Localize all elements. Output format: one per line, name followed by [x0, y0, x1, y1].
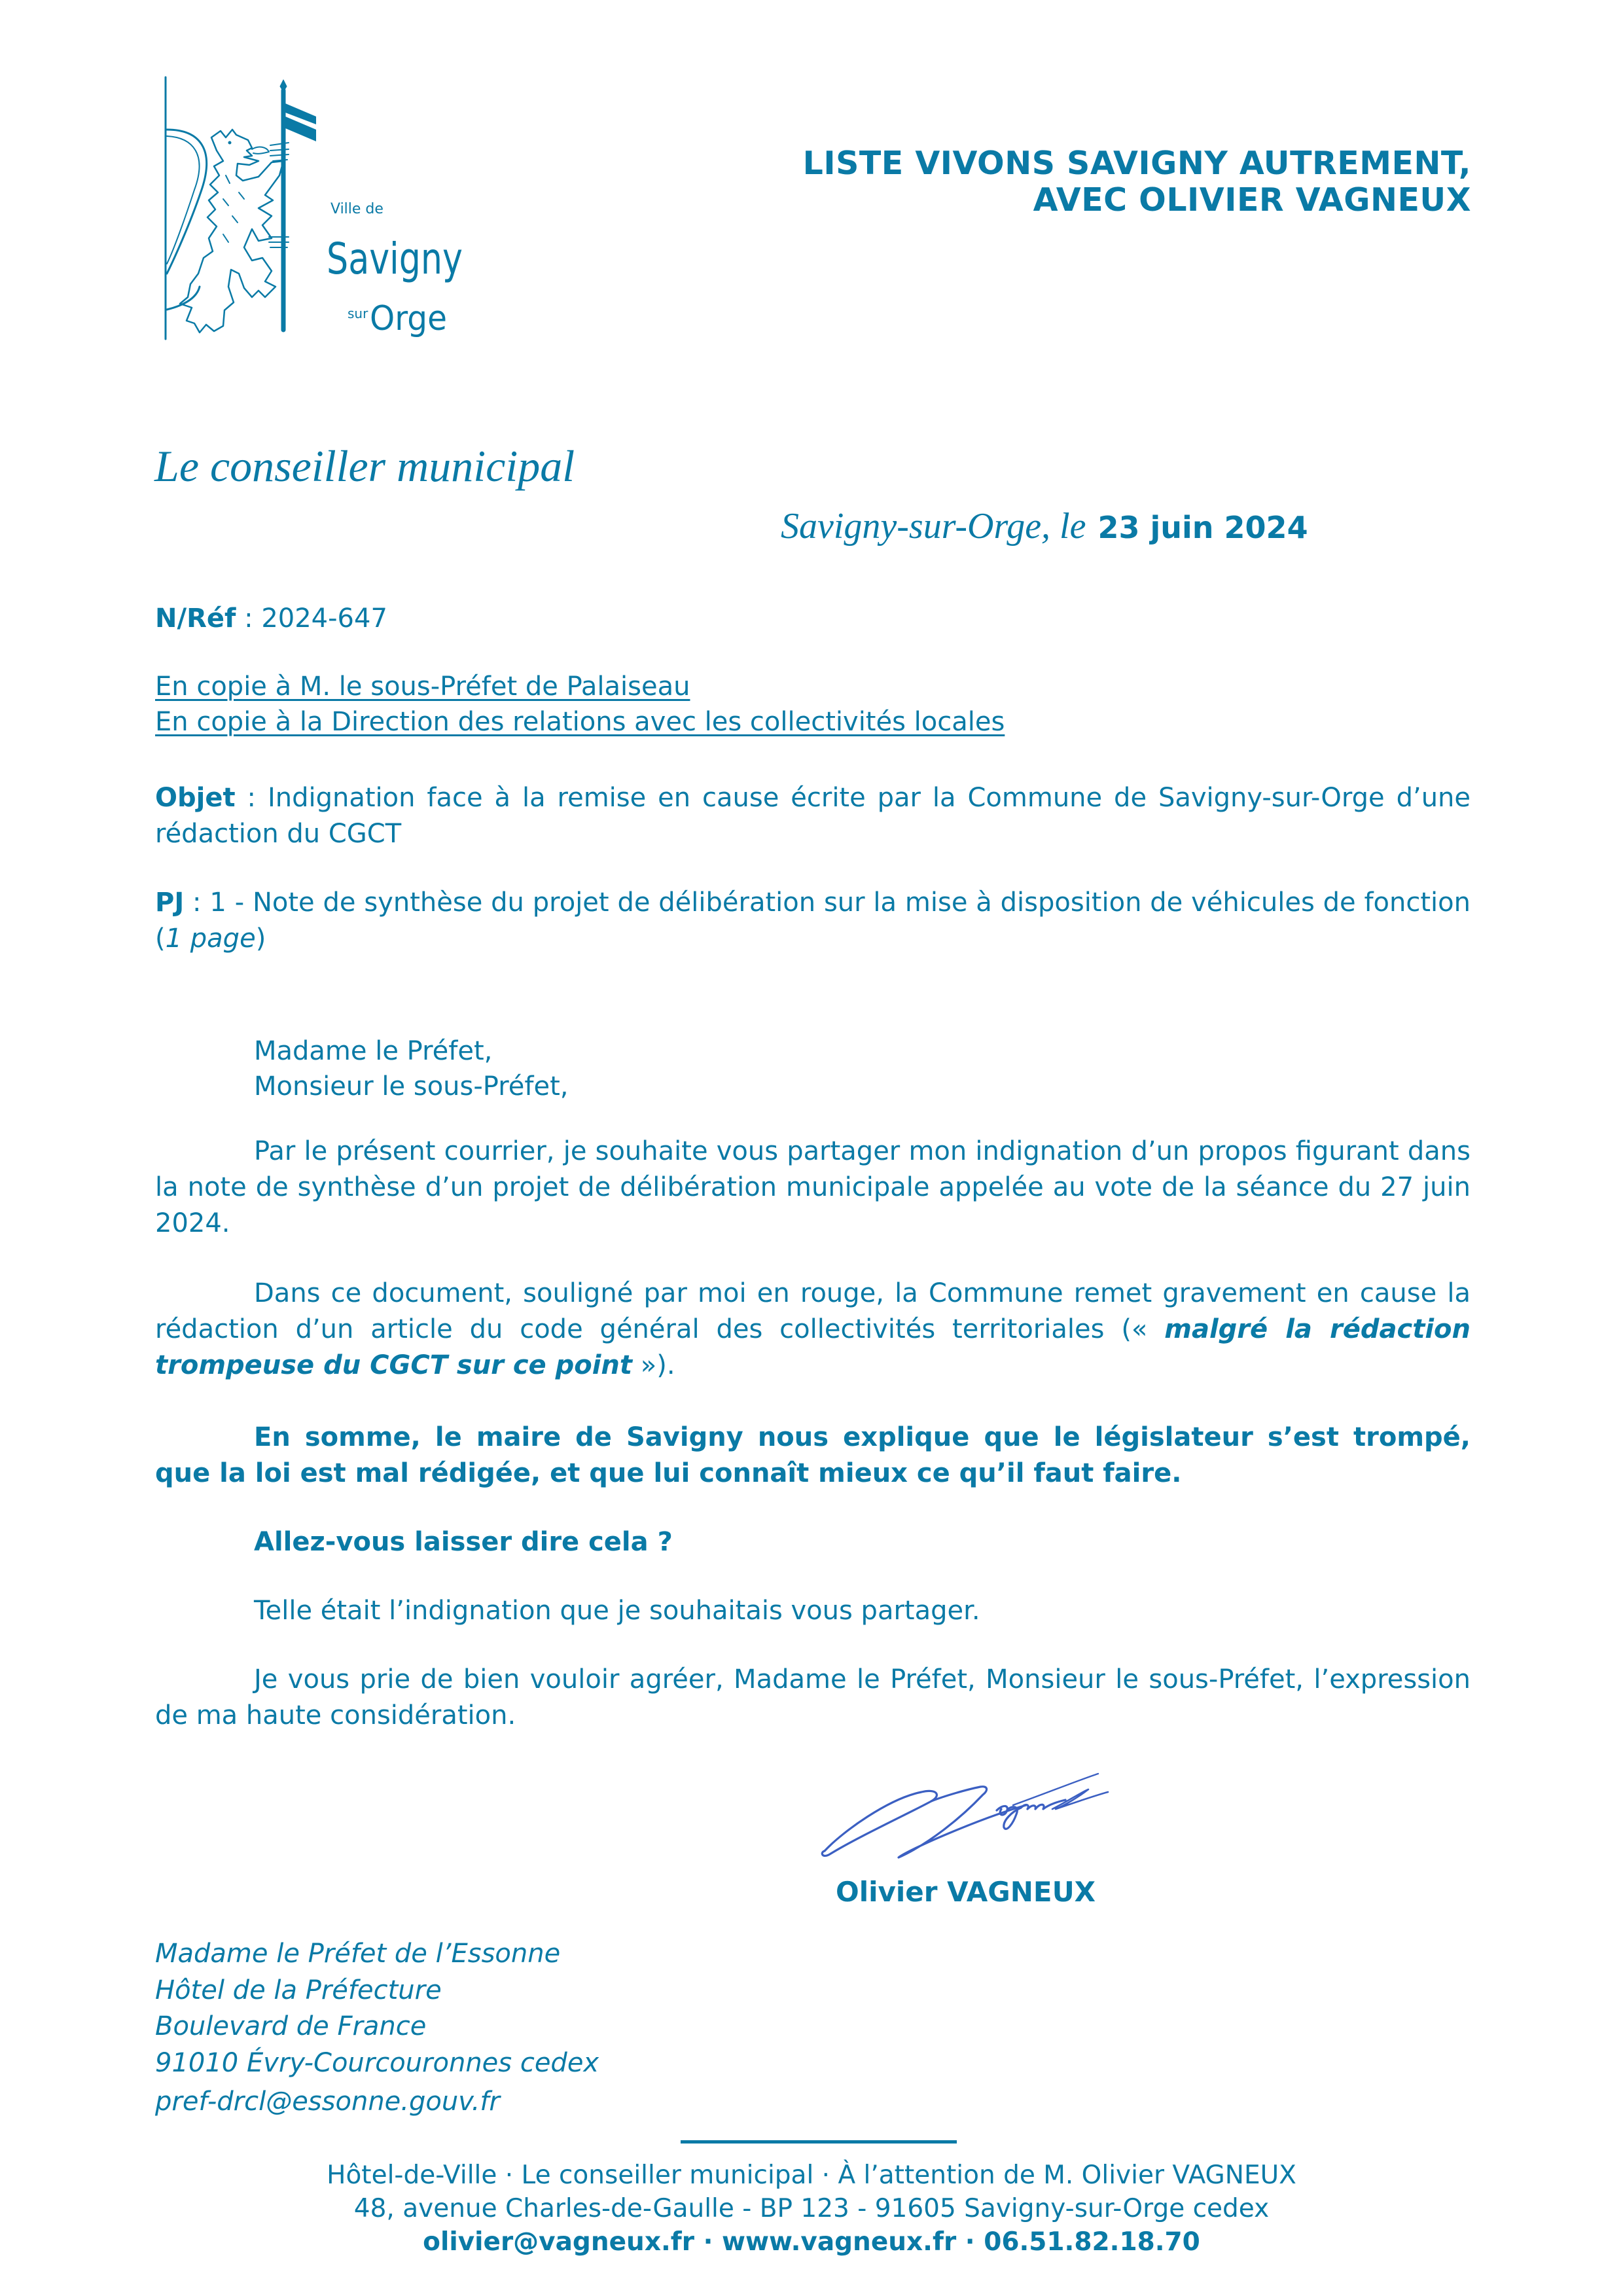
salutation-line-1: Madame le Préfet, [254, 1036, 493, 1066]
date-line [781, 505, 1308, 547]
recipient-line: Madame le Préfet de l’Essonne [155, 1939, 561, 1969]
date-place: Savigny-sur-Orge, le [781, 506, 1086, 547]
recipient-email[interactable]: pref-drcl@essonne.gouv.fr [155, 2087, 500, 2117]
list-title-line-1: LISTE VIVONS SAVIGNY AUTREMENT, [802, 145, 1471, 182]
date-value: 23 juin 2024 [1097, 510, 1308, 545]
recipient-line: Boulevard de France [155, 2011, 427, 2041]
attachment-label: PJ [155, 888, 185, 918]
logo-text-orge: Orge [370, 299, 447, 338]
footer-email-link[interactable]: olivier@vagneux.fr [423, 2227, 694, 2257]
body-paragraph-3: En somme, le maire de Savigny nous explique que le législateur s’est trompé, que la loi est mal rédigée, et que lui connaît mieux ce qu’il faut faire. [155, 1422, 1471, 1488]
footer-separator [681, 2140, 957, 2144]
footer [0, 2159, 1623, 2259]
city-logo [160, 77, 481, 372]
copy-line-1: En copie à M. le sous-Préfet de Palaiseau [155, 672, 690, 702]
footer-dot: · [956, 2227, 984, 2257]
footer-line-1: Hôtel-de-Ville · Le conseiller municipal · À l’attention de M. Olivier VAGNEUX [327, 2161, 1296, 2190]
signer-name: Olivier VAGNEUX [836, 1876, 1096, 1908]
attachment-text: 1 - Note de synthèse du projet de délibération sur la mise à disposition de véhicules de fonction ( [155, 888, 1471, 954]
attachment [155, 885, 1471, 957]
recipient-line: Hôtel de la Préfecture [155, 1975, 442, 2005]
copy-line-2: En copie à la Direction des relations avec les collectivités locales [155, 707, 1005, 737]
attachment-text-end: ) [255, 924, 266, 954]
footer-contact-line [0, 2225, 1623, 2259]
logo-text-savigny: Savigny [327, 234, 463, 284]
subject-text: Indignation face à la remise en cause écrite par la Commune de Savigny-sur-Orge d’une rédaction du CGCT [155, 783, 1471, 849]
body-paragraph-2 [155, 1276, 1471, 1384]
body-paragraph-5: Telle était l’indignation que je souhaitais vous partager. [254, 1596, 980, 1626]
footer-website-link[interactable]: www.vagneux.fr [721, 2227, 957, 2257]
body-paragraph-2-quote: malgré la rédaction trompeuse du CGCT sur ce point [155, 1314, 1471, 1380]
body-paragraph-6: Je vous prie de bien vouloir agréer, Madame le Préfet, Monsieur le sous-Préfet, l’expression de ma haute considération. [155, 1664, 1471, 1731]
footer-line-2: 48, avenue Charles-de-Gaulle - BP 123 - 91605 Savigny-sur-Orge cedex [353, 2194, 1270, 2223]
logo-text-ville-de: Ville de [330, 201, 383, 217]
role-title: Le conseiller municipal [154, 441, 575, 491]
salutation-line-2: Monsieur le sous-Préfet, [254, 1071, 569, 1102]
subject [155, 780, 1471, 852]
list-title-line-2: AVEC OLIVIER VAGNEUX [1033, 181, 1471, 219]
reference-value: 2024-647 [261, 603, 387, 634]
body-paragraph-1: Par le présent courrier, je souhaite vous partager mon indignation d’un propos figurant dans la note de synthèse d’un projet de délibération municipale appelée au vote de la séance du 27 juin 2024. [155, 1136, 1471, 1238]
recipient-address [155, 1936, 599, 2121]
body-paragraph-2-end: »). [632, 1350, 675, 1380]
reference-label: N/Réf [155, 603, 236, 634]
body-paragraph-4: Allez-vous laisser dire cela ? [254, 1527, 673, 1557]
reference-separator: : [236, 603, 262, 634]
list-title [803, 145, 1471, 219]
handwritten-signature [817, 1746, 1111, 1867]
reference-line [155, 601, 387, 636]
logo-text-sur: sur [348, 306, 368, 321]
footer-phone[interactable]: 06.51.82.18.70 [984, 2227, 1200, 2257]
footer-dot: · [694, 2227, 722, 2257]
attachment-page-count: 1 page [165, 924, 256, 954]
attachment-separator: : [184, 888, 210, 918]
subject-label: Objet [155, 783, 236, 813]
subject-separator: : [235, 783, 268, 813]
recipient-line: 91010 Évry-Courcouronnes cedex [155, 2047, 599, 2078]
body-paragraph-2-text: Dans ce document, souligné par moi en rouge, la Commune remet gravement en cause la rédaction d’un article du code général des collectivités territoriales (« [155, 1278, 1471, 1344]
